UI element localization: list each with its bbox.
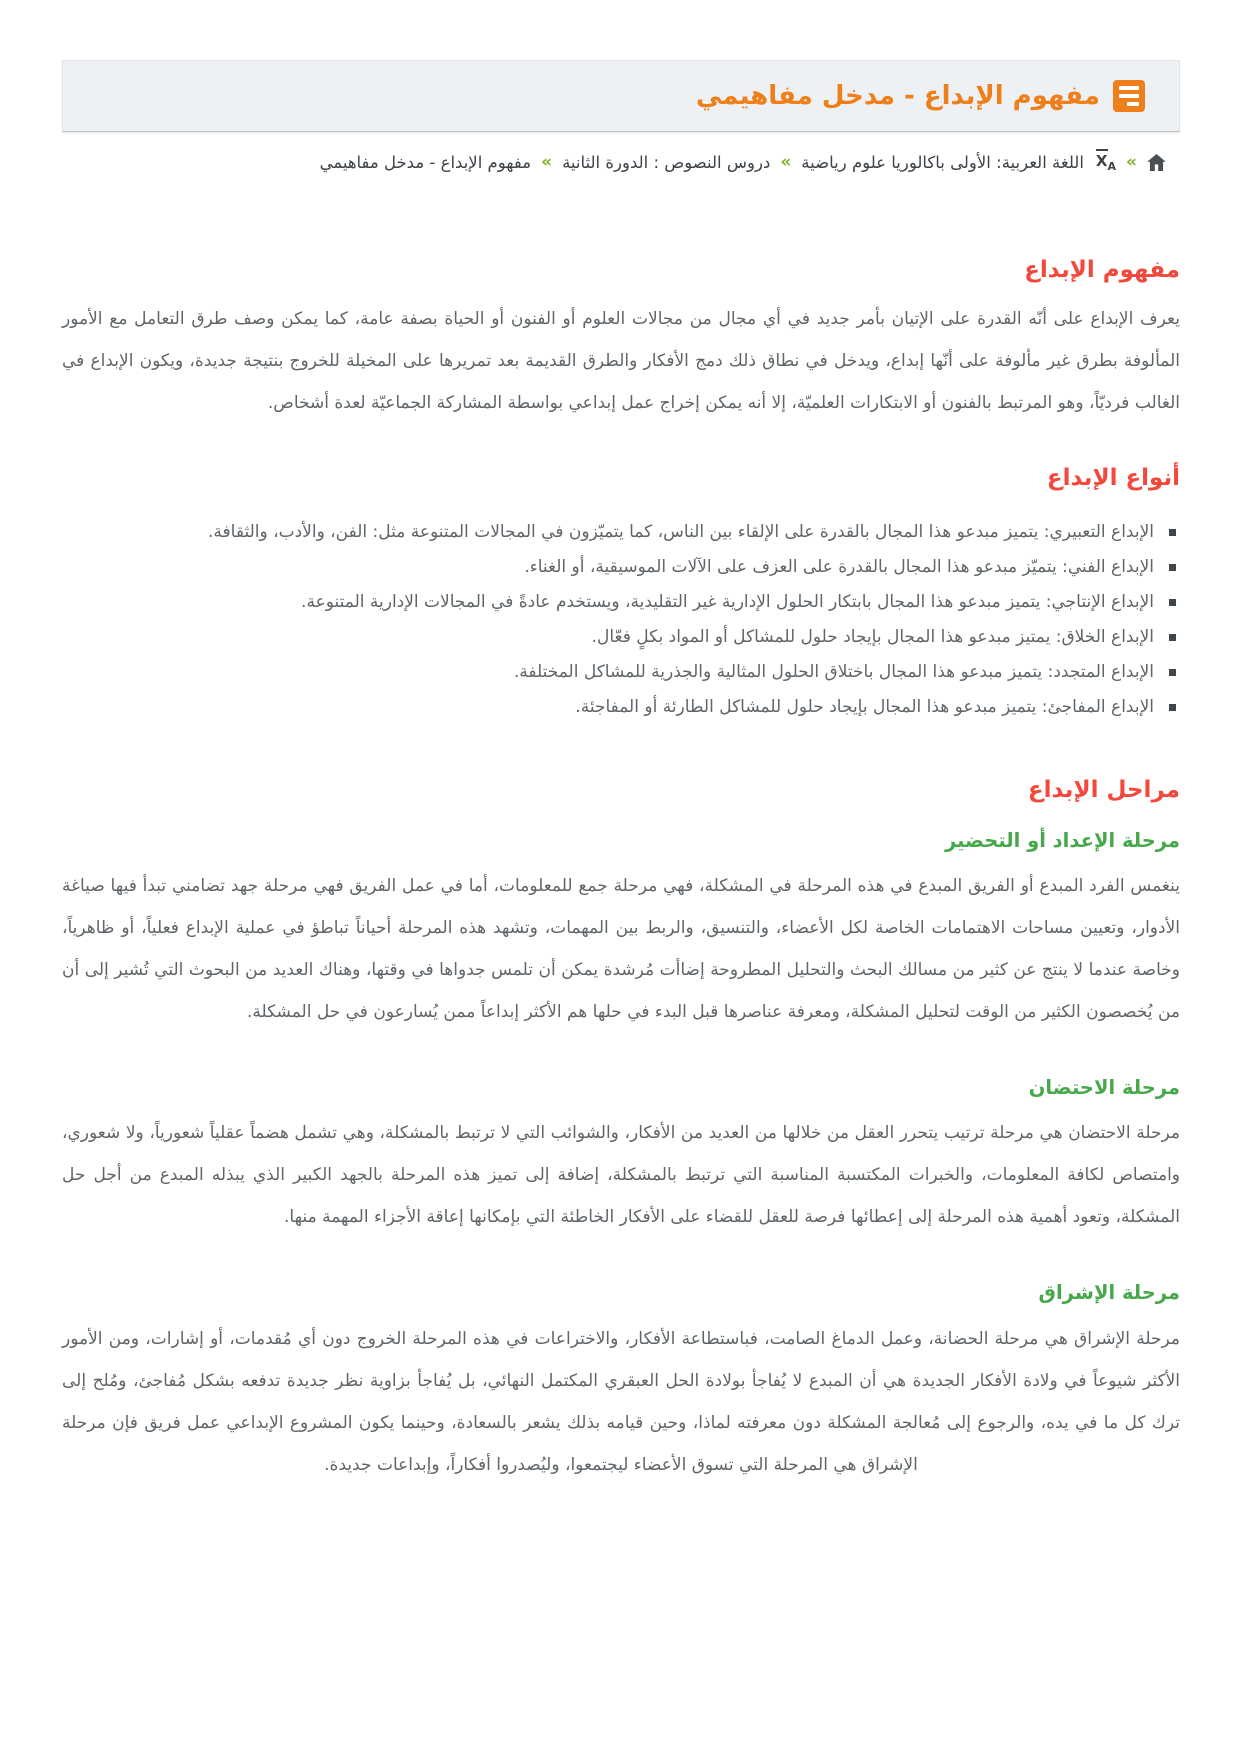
- breadcrumb-separator: «: [1126, 152, 1137, 172]
- breadcrumb-separator: «: [780, 152, 792, 172]
- list-item-sudden: الإبداع المفاجئ: يتميز مبدعو هذا المجال بإيجاد حلول للمشاكل الطارئة أو المفاجئة.: [62, 691, 1180, 724]
- list-item-renewed: الإبداع المتجدد: يتميز مبدعو هذا المجال باختلاق الحلول المثالية والجذرية للمشاكل المختلفة.: [62, 656, 1180, 689]
- stage-heading-preparation: مرحلة الإعداد أو التحضير: [944, 828, 1180, 852]
- translate-icon-x: X: [1096, 149, 1108, 170]
- breadcrumb-separator: «: [541, 152, 553, 172]
- breadcrumb-current-page: مفهوم الإبداع - مدخل مفاهيمي: [319, 152, 532, 172]
- list-item-creative: الإبداع الخلاق: يمتيز مبدعو هذا المجال بإيجاد حلول للمشاكل أو المواد بكلٍ فعّال.: [62, 621, 1180, 654]
- article-icon-bar: [1127, 102, 1139, 106]
- list-item-expressive: الإبداع التعبيري: يتميز مبدعو هذا المجال بالقدرة على الإلقاء بين الناس، كما يتميّزون في المجالات المتنوعة مثل: الفن، والأدب، والثقافة.: [62, 516, 1180, 549]
- home-icon-glyph: [1147, 154, 1166, 171]
- page-title: مفهوم الإبداع - مدخل مفاهيمي: [695, 81, 1100, 111]
- section-heading-concept: مفهوم الإبداع: [1024, 257, 1180, 283]
- stage-heading-incubation: مرحلة الاحتضان: [1028, 1076, 1180, 1100]
- translate-icon: [1096, 153, 1116, 172]
- concept-paragraph: يعرف الإبداع على أنّه القدرة على الإتيان بأمر جديد في أي مجال من مجالات العلوم أو الفنون أو الحياة بصفة عامة، كما يمكن وصف طرق التعامل مع الأمور المألوفة بطرق غير مألوفة على أنّها إبداع، ويدخل في نطاق ذلك دمج الأفكار والطرق القديمة بعد تمريرها على المخيلة للخروج بنتيجة جديدة، ويكون الإبداع في الغالب فرديّاً، وهو المرتبط بالفنون أو الابتكارات العلميّة، إلا أنه يمكن إخراج عمل إبداعي بواسطة المشاركة الجماعيّة لعدة أشخاص.: [62, 308, 1180, 413]
- preparation-paragraph: ينغمس الفرد المبدع أو الفريق المبدع في هذه المرحلة في المشكلة، فهي مرحلة جمع للمعلومات، أما في عمل الفريق فهي مرحلة جهد تضامني تبدأ فيها صياغة الأدوار، وتعيين مساحات الاهتمامات الخاصة لكل الأعضاء، والتنسيق، والربط بين المهمات، وتشهد هذه المرحلة أحياناً تباطؤ في عملية الإبداع فعلياً، أو ظاهرياً، وخاصة عندما لا ينتج عن كثير من مسالك البحث والتحليل المطروحة إضاأت مُرشدة يمكن أن تلمس جدواها في وقتها، وهناك العديد من البحوث التي تُشير إلى أن من يُخصصون الكثير من الوقت لتحليل المشكلة، ومعرفة عناصرها قبل البدء في حلها هم الأكثر إبداعاً ممن يُسارعون في حل المشكلة.: [62, 876, 1180, 1023]
- breadcrumb-link-subject[interactable]: اللغة العربية: الأولى باكالوريا علوم رياضية: [801, 152, 1084, 172]
- article-icon-bar: [1119, 94, 1139, 98]
- breadcrumb: [62, 152, 1166, 172]
- list-item-artistic: الإبداع الفني: يتميّز مبدعو هذا المجال بالقدرة على العزف على الآلات الموسيقية، أو الغناء.: [62, 551, 1180, 584]
- home-icon[interactable]: [1147, 154, 1166, 171]
- list-item-productive: الإبداع الإنتاجي: يتميز مبدعو هذا المجال بابتكار الحلول الإدارية غير التقليدية، ويستخدم عادةً في المجالات الإدارية المتنوعة.: [62, 586, 1180, 619]
- translate-icon-a: A: [1107, 159, 1117, 173]
- stage-heading-illumination: مرحلة الإشراق: [1038, 1281, 1180, 1305]
- incubation-paragraph: مرحلة الاحتضان هي مرحلة ترتيب يتحرر العقل من خلالها من العديد من الأفكار، والشوائب التي لا ترتبط بالمشكلة، وهي تشمل هضماً عقلياً شعورياً، ولا شعوري، وامتصاص لكافة المعلومات، والخبرات المكتسبة المناسبة التي ترتبط بالمشكلة، إضافة إلى تميز هذه المرحلة بالجهد الكبير الذي يبذله المبدع من أجل حل المشكلة، وتعود أهمية هذه المرحلة إلى إعطائها فرصة للعقل للقضاء على الأفكار الخاطئة التي بإمكانها إعاقة الأجزاء المهمة منها.: [62, 1123, 1180, 1228]
- article-icon: [1113, 80, 1145, 112]
- illumination-paragraph: مرحلة الإشراق هي مرحلة الحضانة، وعمل الدماغ الصامت، فباستطاعة الأفكار، والاختراعات في هذه المرحلة الخروج دون أي مُقدمات، أو إشارات، ومن الأمور الأكثر شيوعاً في ولادة الأفكار الجديدة هي أن المبدع لا يُفاجأ بولادة الحل العبقري المكتمل النهائي، بل يُفاجأ بزاوية نظر جديدة تدفعه بشكل مُفاجئ، ومُلح إلى ترك كل ما في يده، والرجوع إلى مُعالجة المشكلة دون معرفته لماذا، وحين قيامه بذلك يشعر بالسعادة، وحينما يكون المشروع الإبداعي عمل فريق فإن مرحلة الإشراق هي المرحلة التي تسوق الأعضاء ليجتمعوا، وليُصدروا أفكاراً، وإبداعات جديدة.: [62, 1328, 1180, 1475]
- article-icon-bar: [1119, 86, 1139, 90]
- section-heading-types: أنواع الإبداع: [1046, 464, 1180, 491]
- creativity-types-list: [62, 516, 1180, 724]
- section-heading-stages: مراحل الإبداع: [1027, 776, 1180, 803]
- article-content: [62, 256, 1180, 1486]
- page-header: [62, 60, 1180, 132]
- breadcrumb-link-lessons[interactable]: دروس النصوص : الدورة الثانية: [562, 152, 771, 172]
